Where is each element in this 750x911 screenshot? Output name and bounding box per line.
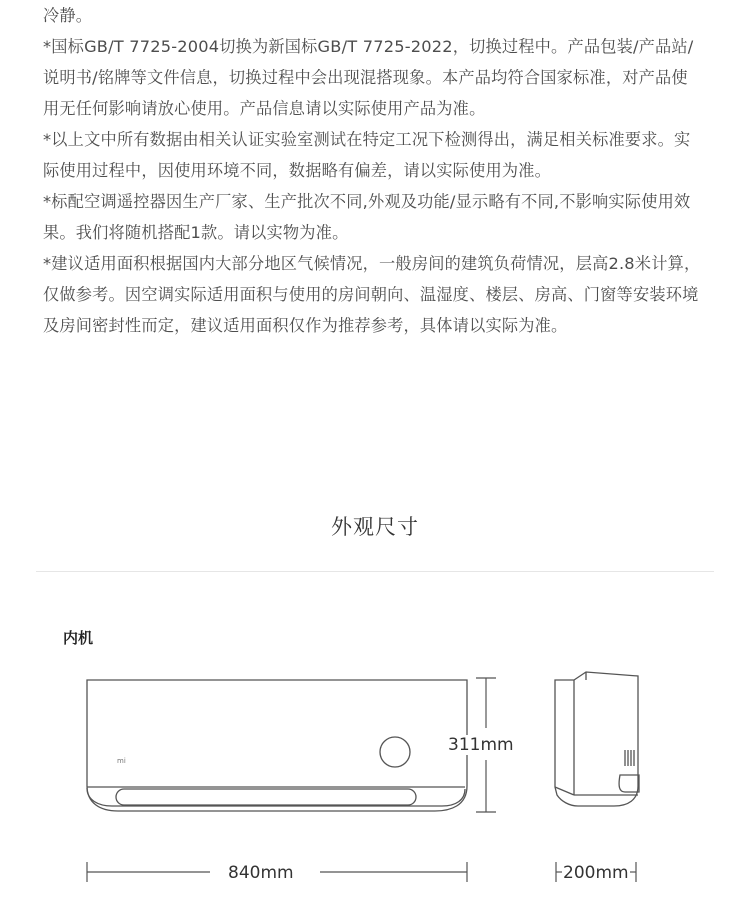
note-remote-control: *标配空调遥控器因生产厂家、生产批次不同,外观及功能/显示略有不同,不影响实际使用效果。我们将随机搭配1款。请以实物为准。 [43, 192, 691, 242]
note-test-data: *以上文中所有数据由相关认证实验室测试在特定工况下检测得出，满足相关标准要求。实际使用过程中，因使用环境不同，数据略有偏差，请以实际使用为准。 [43, 130, 691, 180]
note-applicable-area: *建议适用面积根据国内大部分地区气候情况，一般房间的建筑负荷情况，层高2.8米计算，仅做参考。因空调实际适用面积与使用的房间朝向、温湿度、楼层、房高、门窗等安装环境及房间密封性而定，建议适用面积仅作为推荐参考，具体请以实际为准。 [43, 254, 701, 335]
indoor-unit-label: 内机 [63, 629, 94, 647]
indoor-unit-side-view [555, 672, 639, 806]
note-line: 冷静。 [43, 6, 93, 25]
note-gb-standard: *国标GB/T 7725-2004切换为新国标GB/T 7725-2022，切换过程中。产品包装/产品站/说明书/铭牌等文件信息，切换过程中会出现混搭现象。本产品均符合国家标准，对产品使用无任何影响请放心使用。产品信息请以实际使用产品为准。 [43, 37, 694, 118]
height-value: 311mm [448, 735, 514, 755]
brand-logo: mi [117, 757, 126, 765]
width-value: 840mm [228, 863, 294, 883]
depth-value: 200mm [563, 863, 629, 883]
indoor-unit-front-view [87, 680, 467, 811]
section-title: 外观尺寸 [331, 515, 419, 539]
